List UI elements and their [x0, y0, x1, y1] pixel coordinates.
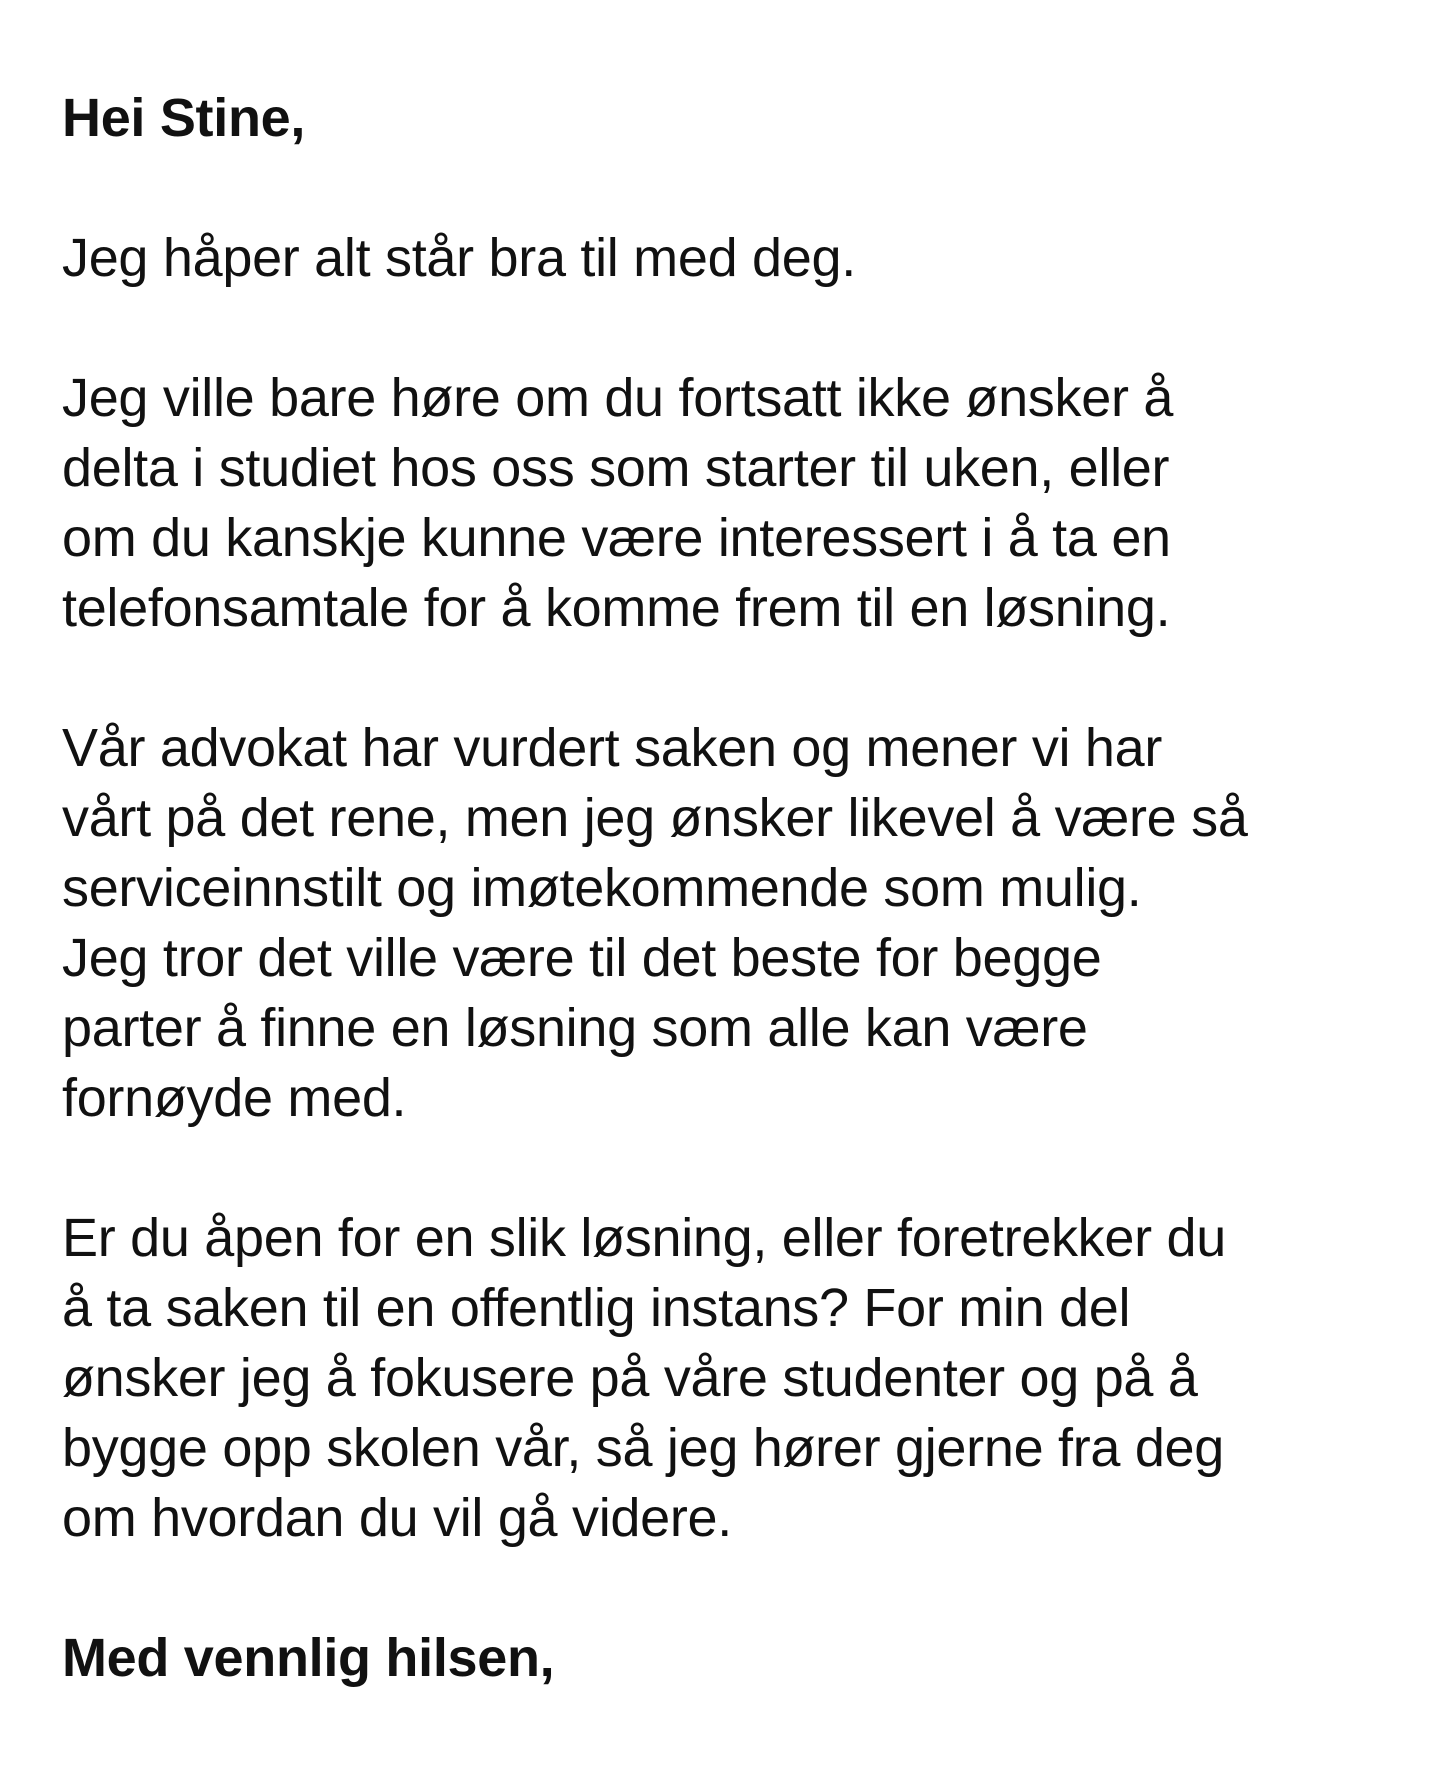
text-line: Jeg håper alt står bra til med deg.	[62, 228, 856, 288]
text-line: delta i studiet hos oss som starter til uken, eller	[62, 438, 1170, 498]
text-line: vårt på det rene, men jeg ønsker likevel å være så	[62, 788, 1248, 848]
text-line: om du kanskje kunne være interessert i å ta en	[62, 508, 1171, 568]
greeting: Hei Stine,	[62, 88, 306, 148]
text-line: parter å finne en løsning som alle kan være	[62, 998, 1088, 1058]
text-line: om hvordan du vil gå videre.	[62, 1488, 732, 1548]
text-line: å ta saken til en offentlig instans? For min del	[62, 1278, 1131, 1338]
text-line: Vår advokat har vurdert saken og mener vi har	[62, 718, 1163, 778]
text-line: ønsker jeg å fokusere på våre studenter og på å	[62, 1348, 1198, 1408]
text-line: fornøyde med.	[62, 1068, 407, 1128]
closing: Med vennlig hilsen,	[62, 1628, 555, 1688]
text-line: Jeg ville bare høre om du fortsatt ikke ønsker å	[62, 368, 1174, 428]
text-line: Jeg tror det ville være til det beste for begge	[62, 928, 1102, 988]
text-line: telefonsamtale for å komme frem til en løsning.	[62, 578, 1171, 638]
text-line: bygge opp skolen vår, så jeg hører gjerne fra deg	[62, 1418, 1225, 1478]
text-line: Er du åpen for en slik løsning, eller foretrekker du	[62, 1208, 1226, 1268]
text-line: serviceinnstilt og imøtekommende som mulig.	[62, 858, 1142, 918]
